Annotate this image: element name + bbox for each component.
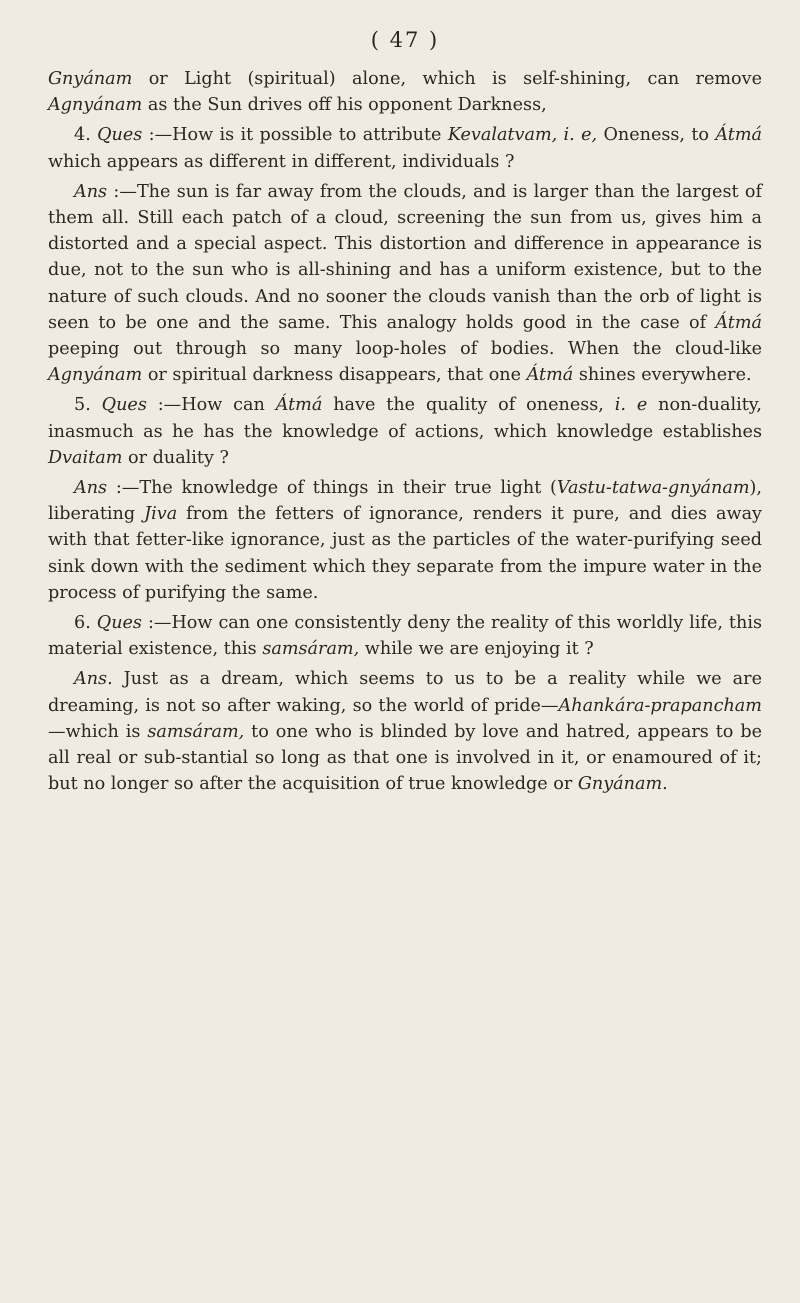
paragraph-2: 4. Ques :—How is it possible to attribute Kevalatvam, i. e, Oneness, to Átmá which appears as different in different, individuals ? [48,125,762,172]
paragraph-3: Ans :—The sun is far away from the clouds, and is larger than the largest of them all. Still each patch of a cloud, screening the sun from us, gives him a distorted and a special aspect. This distortion and difference in appearance is due, not to the sun who is all-shining and has a uniform existence, but to the nature of such clouds. And no sooner the clouds vanish than the orb of light is seen to be one and the same. This analogy holds good in the case of Átmá peeping out through so many loop-holes of bodies. When the cloud-like Agnyánam or spiritual darkness disappears, that one Átmá shines everywhere. [48,181,762,386]
paragraph-7: Ans. Just as a dream, which seems to us to be a reality while we are dreaming, is not so after waking, so the world of pride—Ahankára-prapancham—which is samsáram, to one who is blinded by love and hatred, appears to be all real or sub-stantial so long as that one is involved in it, or enamoured of it; but no longer so after the acquisition of true knowledge or Gnyánam. [48,669,762,795]
paragraph-5: Ans :—The knowledge of things in their true light (Vastu-tatwa-gnyánam), liberating Jiva from the fetters of ignorance, renders it pure, and dies away with that fetter-like ignorance, just as the particles of the water-purifying seed sink down with the sediment which they separate from the impure water in the process of purifying the same. [48,478,762,603]
paragraph-6: 6. Ques :—How can one consistently deny the reality of this worldly life, this material existence, this samsáram, while we are enjoying it ? [48,613,762,660]
paragraph-1: Gnyánam or Light (spiritual) alone, which is self-shining, can remove Agnyánam as the Sun drives off his opponent Darkness, [48,69,762,116]
paragraph-4: 5. Ques :—How can Átmá have the quality of oneness, i. e non-duality, inasmuch as he has the knowledge of actions, which knowledge establishes Dvaitam or duality ? [48,395,762,468]
body-text [48,66,762,797]
page-number: ( 47 ) [370,28,440,52]
